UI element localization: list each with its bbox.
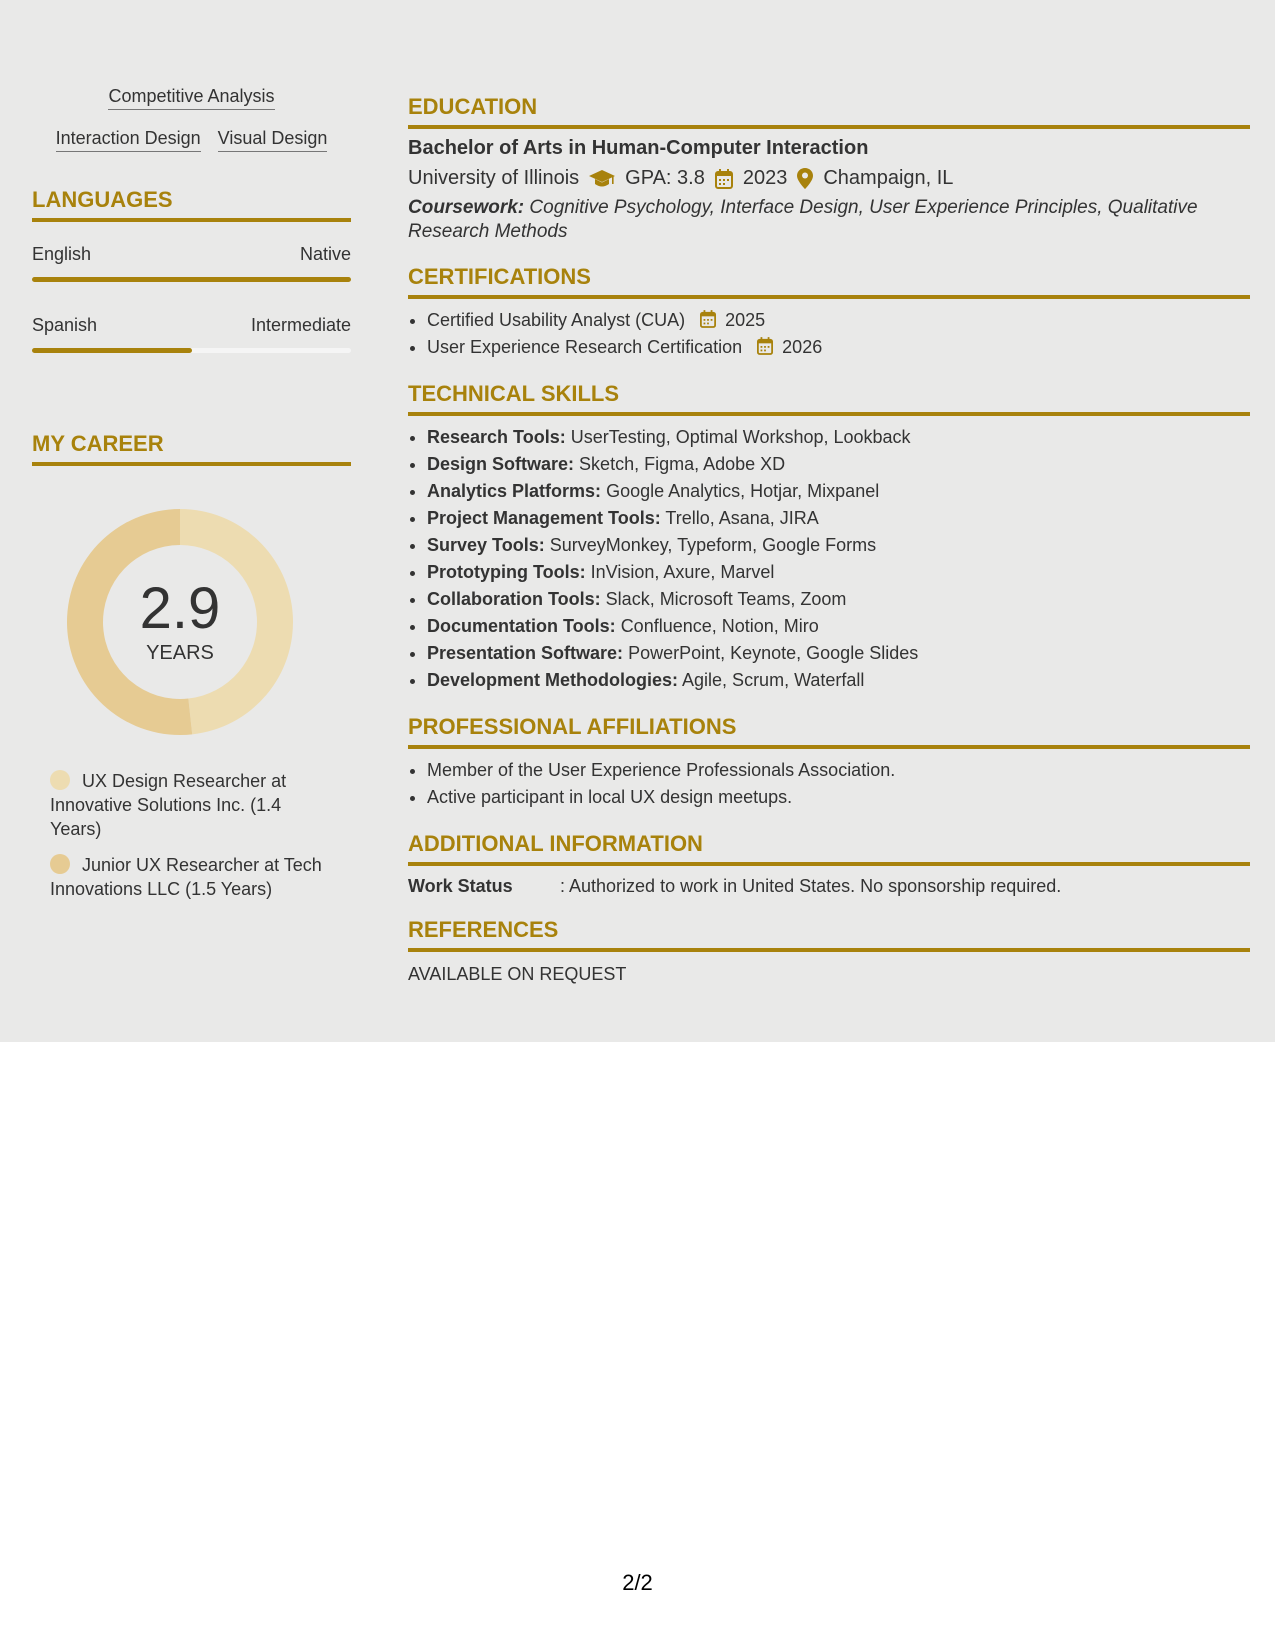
affiliations-section (408, 714, 1250, 811)
certification-name: Certified Usability Analyst (CUA) (427, 310, 686, 330)
coursework-label: Coursework: (408, 197, 525, 218)
references-section (408, 917, 1250, 985)
languages-title: LANGUAGES (32, 187, 351, 222)
skill-item (427, 451, 1250, 478)
skill-item (427, 559, 1250, 586)
technical-skills-section (408, 381, 1250, 694)
language-item (32, 315, 351, 353)
calendar-icon (757, 337, 773, 355)
skill-value: Google Analytics, Hotjar, Mixpanel (606, 481, 880, 501)
calendar-icon (700, 310, 716, 328)
skill-value: Sketch, Figma, Adobe XD (579, 454, 786, 474)
education-section (408, 94, 1250, 244)
references-text: AVAILABLE ON REQUEST (408, 964, 627, 984)
career-donut (67, 509, 293, 735)
work-status-value: : Authorized to work in United States. No sponsorship required. (560, 876, 1062, 896)
legend-label: UX Design Researcher at Innovative Solutions Inc. (1.4 Years) (50, 771, 287, 839)
education-gpa: GPA: 3.8 (625, 167, 705, 189)
skill-item (427, 667, 1250, 694)
language-bar (32, 348, 351, 353)
skill-tag: Competitive Analysis (108, 86, 274, 110)
skill-label: Project Management Tools: (427, 508, 661, 528)
skill-label: Development Methodologies: (427, 670, 679, 690)
skill-value: UserTesting, Optimal Workshop, Lookback (570, 427, 911, 447)
coursework-text: Cognitive Psychology, Interface Design, User Experience Principles, Qualitative Research Methods (408, 197, 1198, 242)
additional-info-title: ADDITIONAL INFORMATION (408, 831, 1250, 866)
skill-value: Confluence, Notion, Miro (620, 616, 819, 636)
certification-year: 2026 (782, 337, 823, 357)
calendar-icon (715, 169, 733, 189)
affiliation-item: • Member of the User Experience Professionals Association. (427, 757, 1250, 784)
skill-label: Collaboration Tools: (427, 589, 601, 609)
skill-value: Agile, Scrum, Waterfall (682, 670, 865, 690)
career-title: MY CAREER (32, 431, 351, 466)
technical-skills-title: TECHNICAL SKILLS (408, 381, 1250, 416)
affiliations-title: PROFESSIONAL AFFILIATIONS (408, 714, 1250, 749)
career-section (32, 431, 351, 901)
certification-year: 2025 (725, 310, 766, 330)
legend-dot (50, 770, 70, 790)
education-school: University of Illinois (408, 167, 580, 189)
legend-dot (50, 854, 70, 874)
skill-value: Slack, Microsoft Teams, Zoom (605, 589, 847, 609)
language-bar-fill (32, 348, 192, 353)
language-level: Native (299, 244, 351, 264)
skill-label: Research Tools: (427, 427, 566, 447)
skill-item (427, 532, 1250, 559)
certification-name: User Experience Research Certification (427, 337, 743, 357)
affiliation-item: • Active participant in local UX design meetups. (427, 784, 1250, 811)
language-level: Intermediate (250, 315, 351, 335)
language-name: English (32, 244, 92, 264)
references-title: REFERENCES (408, 917, 1250, 952)
graduation-cap-icon (589, 170, 615, 188)
skill-tag: Visual Design (218, 128, 328, 152)
skill-label: Analytics Platforms: (427, 481, 602, 501)
skill-item (427, 640, 1250, 667)
education-coursework (408, 196, 1250, 244)
skill-value: PowerPoint, Keynote, Google Slides (628, 643, 919, 663)
certifications-section (408, 264, 1250, 361)
location-pin-icon (797, 168, 813, 189)
work-status-row (408, 876, 1250, 897)
skill-item (427, 478, 1250, 505)
right-column (408, 94, 1250, 985)
skill-value: SurveyMonkey, Typeform, Google Forms (549, 535, 877, 555)
work-status-label: Work Status (408, 876, 513, 896)
career-total-unit: YEARS (146, 641, 214, 664)
skill-tag-row (32, 128, 351, 152)
education-title: EDUCATION (408, 94, 1250, 129)
certification-item (427, 334, 1250, 361)
skill-label: Presentation Software: (427, 643, 624, 663)
legend-label: Junior UX Researcher at Tech Innovations LLC (1.5 Years) (50, 855, 322, 899)
left-column (32, 86, 351, 913)
skill-value: InVision, Axure, Marvel (590, 562, 775, 582)
skill-item (427, 505, 1250, 532)
skill-label: Prototyping Tools: (427, 562, 586, 582)
page-number: 2/2 (622, 1570, 653, 1595)
education-year: 2023 (742, 167, 788, 189)
skill-item (427, 613, 1250, 640)
languages-section (32, 187, 351, 353)
skill-label: Survey Tools: (427, 535, 545, 555)
career-total-value: 2.9 (139, 575, 221, 641)
skill-tags (32, 86, 351, 152)
certifications-title: CERTIFICATIONS (408, 264, 1250, 299)
language-name: Spanish (32, 315, 98, 335)
language-item (32, 244, 351, 282)
certification-item (427, 307, 1250, 334)
language-bar (32, 277, 351, 282)
skill-label: Documentation Tools: (427, 616, 616, 636)
legend-item (50, 853, 335, 901)
skill-tag: Interaction Design (56, 128, 201, 152)
language-bar-fill (32, 277, 351, 282)
skill-label: Design Software: (427, 454, 575, 474)
career-legend (50, 769, 335, 901)
education-degree: Bachelor of Arts in Human-Computer Interaction (408, 137, 869, 159)
skill-tag-row (32, 86, 351, 110)
legend-item (50, 769, 335, 841)
skill-item (427, 424, 1250, 451)
skill-value: Trello, Asana, JIRA (665, 508, 819, 528)
skill-item (427, 586, 1250, 613)
education-meta (408, 167, 1250, 190)
education-location: Champaign, IL (823, 167, 954, 189)
additional-info-section (408, 831, 1250, 897)
